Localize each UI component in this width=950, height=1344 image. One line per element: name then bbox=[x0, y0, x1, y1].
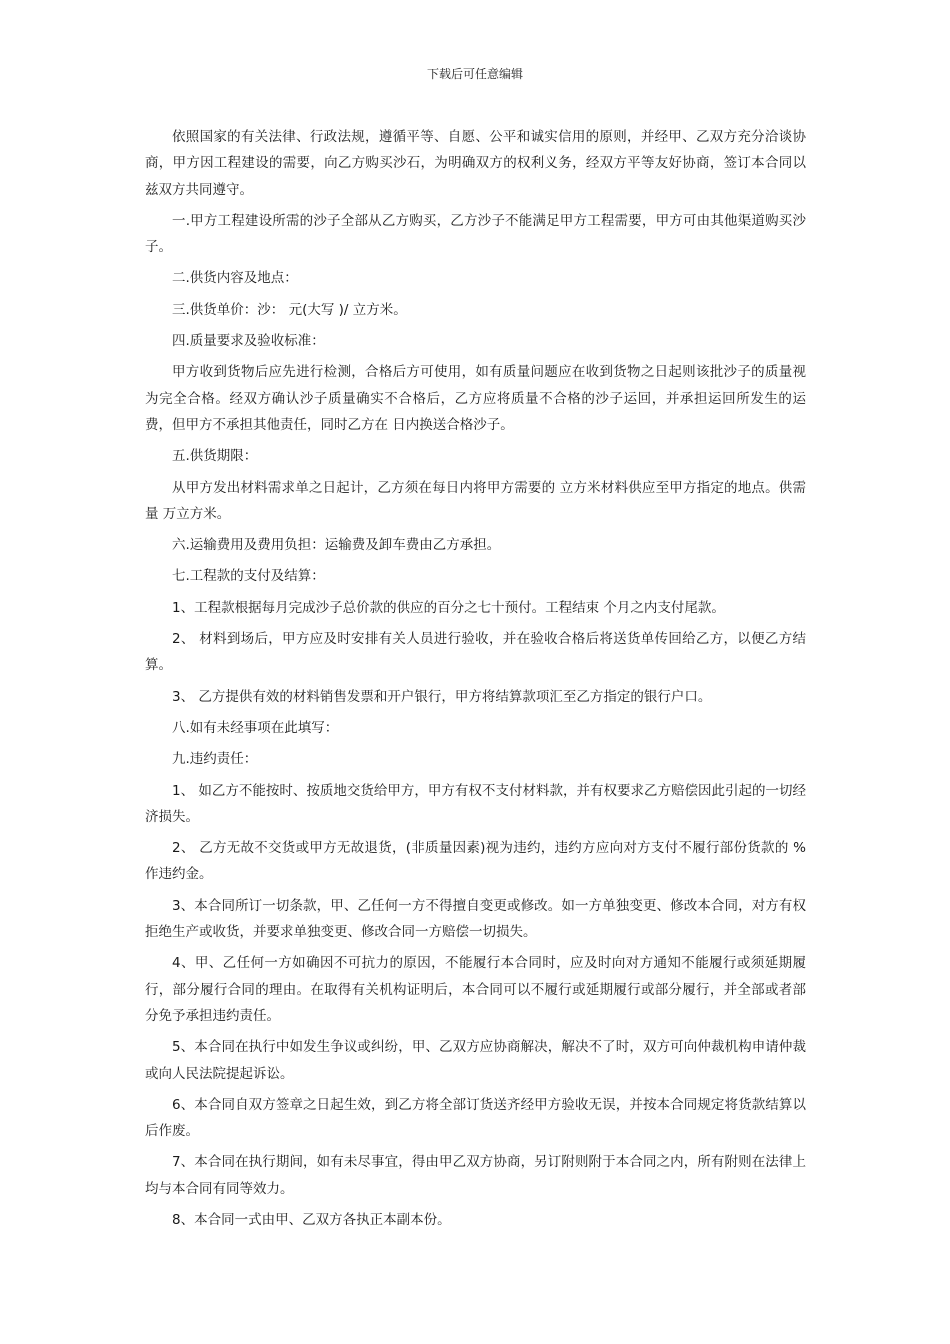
paragraph-liability-8: 8、本合同一式由甲、乙双方各执正本副本份。 bbox=[172, 1211, 451, 1228]
paragraph-liability-5: 5、本合同在执行中如发生争议或纠纷，甲、乙双方应协商解决，解决不了时，双方可向仲裁机构申请仲裁或向人民法院提起诉讼。 bbox=[145, 1039, 806, 1082]
paragraph-clause-8: 八.如有未经事项在此填写： bbox=[172, 719, 339, 736]
paragraph-clause-4: 四.质量要求及验收标准： bbox=[172, 333, 325, 350]
contract-body bbox=[145, 124, 806, 1238]
paragraph-clause-3: 三.供货单价：沙： 元(大写 )/ 立方米。 bbox=[172, 301, 407, 318]
paragraph-clause-1: 一.甲方工程建设所需的沙子全部从乙方购买，乙方沙子不能满足甲方工程需要，甲方可由其他渠道购买沙子。 bbox=[145, 212, 806, 256]
paragraph-clause-7: 七.工程款的支付及结算： bbox=[172, 568, 325, 585]
paragraph-liability-3: 3、本合同所订一切条款，甲、乙任何一方不得擅自变更或修改。如一方单独变更、修改本合同，对方有权拒绝生产或收货，并要求单独变更、修改合同一方赔偿一切损失。 bbox=[145, 897, 806, 941]
paragraph-clause-6: 六.运输费用及费用负担：运输费及卸车费由乙方承担。 bbox=[172, 537, 501, 554]
paragraph-payment-3: 3、 乙方提供有效的材料销售发票和开户银行，甲方将结算款项汇至乙方指定的银行户口。 bbox=[172, 688, 712, 705]
paragraph-clause-9: 九.违约责任： bbox=[172, 751, 258, 768]
paragraph-payment-2: 2、 材料到场后，甲方应及时安排有关人员进行验收，并在验收合格后将送货单传回给乙方，以便乙方结算。 bbox=[145, 631, 806, 674]
paragraph-payment-1: 1、工程款根据每月完成沙子总价款的供应的百分之七十预付。工程结束 个月之内支付尾款。 bbox=[172, 599, 725, 616]
paragraph-liability-2: 2、 乙方无故不交货或甲方无故退货，(非质量因素)视为违约，违约方应向对方支付不履行部份货款的 %作违约金。 bbox=[145, 840, 806, 883]
paragraph-supply-period: 从甲方发出材料需求单之日起计，乙方须在每日内将甲方需要的 立方米材料供应至甲方指定的地点。供需量 万立方米。 bbox=[145, 479, 806, 522]
paragraph-clause-2: 二.供货内容及地点： bbox=[172, 270, 298, 287]
paragraph-liability-7: 7、本合同在执行期间，如有未尽事宜，得由甲乙双方协商，另订附则附于本合同之内，所有附则在法律上均与本合同有同等效力。 bbox=[145, 1154, 806, 1197]
page-header: 下载后可任意编辑 bbox=[426, 67, 523, 81]
paragraph-clause-5: 五.供货期限： bbox=[172, 448, 258, 465]
paragraph-liability-4: 4、甲、乙任何一方如确因不可抗力的原因，不能履行本合同时，应及时向对方通知不能履行或须延期履行，部分履行合同的理由。在取得有关机构证明后，本合同可以不履行或延期履行或部分履行，并全部或者部分免予承担违约责任。 bbox=[145, 955, 806, 1024]
paragraph-liability-6: 6、本合同自双方签章之日起生效，到乙方将全部订货送齐经甲方验收无误，并按本合同规定将货款结算以后作废。 bbox=[145, 1096, 806, 1140]
paragraph-quality-standard: 甲方收到货物后应先进行检测，合格后方可使用，如有质量问题应在收到货物之日起则该批沙子的质量视为完全合格。经双方确认沙子质量确实不合格后，乙方应将质量不合格的沙子运回，并承担运回所发生的运费，但甲方不承担其他责任，同时乙方在 日内换送合格沙子。 bbox=[145, 364, 806, 433]
paragraph-preamble: 依照国家的有关法律、行政法规，遵循平等、自愿、公平和诚实信用的原则，并经甲、乙双方充分洽谈协商，甲方因工程建设的需要，向乙方购买沙石，为明确双方的权利义务，经双方平等友好协商，签订本合同以兹双方共同遵守。 bbox=[145, 129, 806, 198]
paragraph-liability-1: 1、 如乙方不能按时、按质地交货给甲方，甲方有权不支付材料款，并有权要求乙方赔偿因此引起的一切经济损失。 bbox=[145, 782, 806, 825]
